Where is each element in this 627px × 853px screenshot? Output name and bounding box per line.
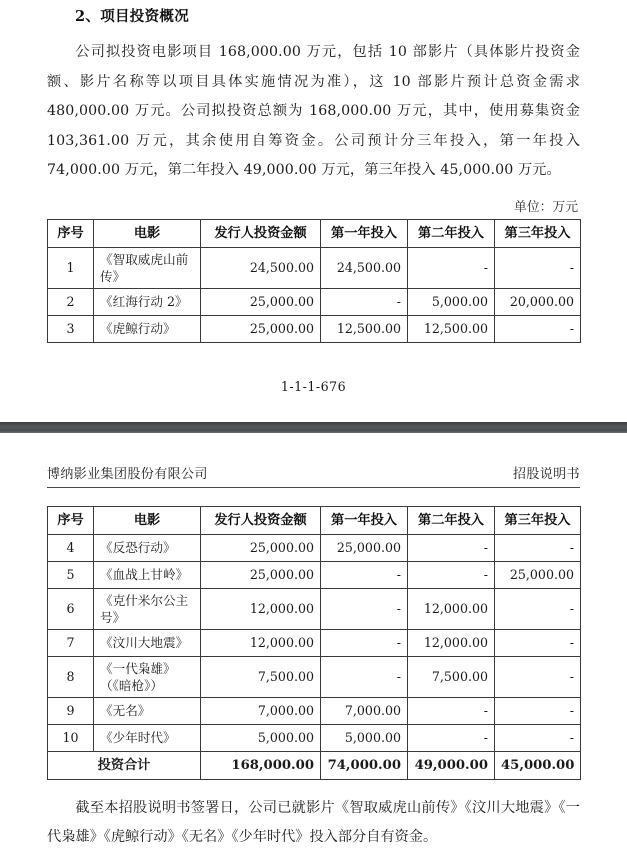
- cell-amount: 24,500.00: [201, 247, 321, 288]
- cell-year3: -: [495, 656, 581, 697]
- cell-year1: 24,500.00: [321, 247, 408, 288]
- cell-index: 6: [48, 588, 94, 629]
- document-page-one: [0, 0, 627, 394]
- cell-movie: 《少年时代》: [94, 724, 201, 751]
- cell-amount: 12,000.00: [201, 629, 321, 656]
- column-header-movie: 电影: [94, 506, 201, 534]
- document-page-two: [0, 433, 627, 853]
- table-row: [48, 724, 581, 751]
- cell-year2: -: [408, 724, 495, 751]
- cell-year1: -: [321, 561, 408, 588]
- table-row: [48, 247, 581, 288]
- cell-year1: -: [321, 656, 408, 697]
- cell-year3: 20,000.00: [495, 288, 581, 315]
- document-header: [47, 463, 580, 488]
- table-row: [48, 656, 581, 697]
- cell-movie: 《红海行动 2》: [94, 288, 201, 315]
- total-amount: 168,000.00: [201, 751, 321, 779]
- column-header-index: 序号: [48, 506, 94, 534]
- table-total-row: [48, 751, 581, 779]
- cell-movie: 《一代枭雄》（《暗枪》）: [94, 656, 201, 697]
- total-year2: 49,000.00: [408, 751, 495, 779]
- cell-year2: 12,000.00: [408, 588, 495, 629]
- cell-amount: 12,000.00: [201, 588, 321, 629]
- column-header-year3: 第三年投入: [495, 506, 581, 534]
- column-header-year1: 第一年投入: [321, 219, 408, 247]
- cell-year2: -: [408, 697, 495, 724]
- cell-year3: -: [495, 724, 581, 751]
- column-header-year1: 第一年投入: [321, 506, 408, 534]
- cell-movie: 《反恐行动》: [94, 534, 201, 561]
- column-header-year2: 第二年投入: [408, 506, 495, 534]
- cell-year3: -: [495, 247, 581, 288]
- table-row: [48, 315, 581, 342]
- header-company-name: 博纳影业集团股份有限公司: [47, 466, 208, 482]
- cell-year1: -: [321, 288, 408, 315]
- cell-movie: 《汶川大地震》: [94, 629, 201, 656]
- table-row: [48, 629, 581, 656]
- cell-year2: -: [408, 247, 495, 288]
- cell-year1: -: [321, 629, 408, 656]
- cell-index: 4: [48, 534, 94, 561]
- total-year3: 45,000.00: [495, 751, 581, 779]
- cell-year1: 12,500.00: [321, 315, 408, 342]
- page-separator: [0, 422, 627, 433]
- page-footer-number: 1-1-1-676: [280, 378, 347, 394]
- cell-year1: 7,000.00: [321, 697, 408, 724]
- cell-movie: 《克什米尔公主号》: [94, 588, 201, 629]
- investment-table-page-two: [47, 506, 581, 780]
- cell-amount: 25,000.00: [201, 288, 321, 315]
- table-row: [48, 561, 581, 588]
- cell-year1: -: [321, 588, 408, 629]
- cell-index: 3: [48, 315, 94, 342]
- column-header-index: 序号: [48, 219, 94, 247]
- cell-year2: 12,500.00: [408, 315, 495, 342]
- section-heading: 2、项目投资概况: [75, 8, 189, 25]
- investment-table-page-one: [47, 219, 581, 343]
- column-header-movie: 电影: [94, 219, 201, 247]
- table-header-row: [48, 219, 581, 247]
- column-header-year3: 第三年投入: [495, 219, 581, 247]
- cell-index: 1: [48, 247, 94, 288]
- cell-index: 8: [48, 656, 94, 697]
- cell-amount: 25,000.00: [201, 561, 321, 588]
- cell-year1: 25,000.00: [321, 534, 408, 561]
- column-header-amount: 发行人投资金额: [201, 506, 321, 534]
- cell-movie: 《无名》: [94, 697, 201, 724]
- unit-label: 单位：万元: [514, 199, 578, 215]
- total-label: 投资合计: [48, 751, 201, 779]
- column-header-year2: 第二年投入: [408, 219, 495, 247]
- cell-amount: 7,500.00: [201, 656, 321, 697]
- cell-movie: 《虎鲸行动》: [94, 315, 201, 342]
- cell-year3: -: [495, 588, 581, 629]
- cell-index: 10: [48, 724, 94, 751]
- cell-movie: 《智取威虎山前传》: [94, 247, 201, 288]
- cell-year3: -: [495, 697, 581, 724]
- cell-amount: 25,000.00: [201, 315, 321, 342]
- column-header-amount: 发行人投资金额: [201, 219, 321, 247]
- cell-year2: -: [408, 534, 495, 561]
- cell-year3: -: [495, 534, 581, 561]
- cell-year3: -: [495, 315, 581, 342]
- total-year1: 74,000.00: [321, 751, 408, 779]
- table-row: [48, 697, 581, 724]
- cell-year2: 7,500.00: [408, 656, 495, 697]
- investment-overview-paragraph: 公司拟投资电影项目 168,000.00 万元，包括 10 部影片（具体影片投资金额、影片名称等以项目具体实施情况为准），这 10 部影片预计总资金需求 480,000.00 万元。公司拟投资总额为 168,000.00 万元，其中，使用募集资金 103,361.00 万元，其余使用自筹资金。公司预计分三年投入，第一年投入 74,000.00 万元，第二年投入 49,000.00 万元，第三年投入 45,000.00 万元。: [47, 44, 580, 178]
- cell-year2: 5,000.00: [408, 288, 495, 315]
- cell-amount: 5,000.00: [201, 724, 321, 751]
- table-row: [48, 588, 581, 629]
- header-doc-type: 招股说明书: [512, 466, 580, 482]
- table-header-row: [48, 506, 581, 534]
- closing-paragraph: 截至本招股说明书签署日，公司已就影片《智取威虎山前传》《汶川大地震》《一代枭雄》《虎鲸行动》《无名》《少年时代》投入部分自有资金。: [47, 799, 580, 845]
- cell-year1: 5,000.00: [321, 724, 408, 751]
- cell-index: 9: [48, 697, 94, 724]
- cell-year2: 12,000.00: [408, 629, 495, 656]
- table-row: [48, 288, 581, 315]
- cell-index: 7: [48, 629, 94, 656]
- cell-amount: 7,000.00: [201, 697, 321, 724]
- table-row: [48, 534, 581, 561]
- cell-index: 5: [48, 561, 94, 588]
- cell-amount: 25,000.00: [201, 534, 321, 561]
- cell-year2: -: [408, 561, 495, 588]
- cell-year3: -: [495, 629, 581, 656]
- cell-movie: 《血战上甘岭》: [94, 561, 201, 588]
- cell-index: 2: [48, 288, 94, 315]
- cell-year3: 25,000.00: [495, 561, 581, 588]
